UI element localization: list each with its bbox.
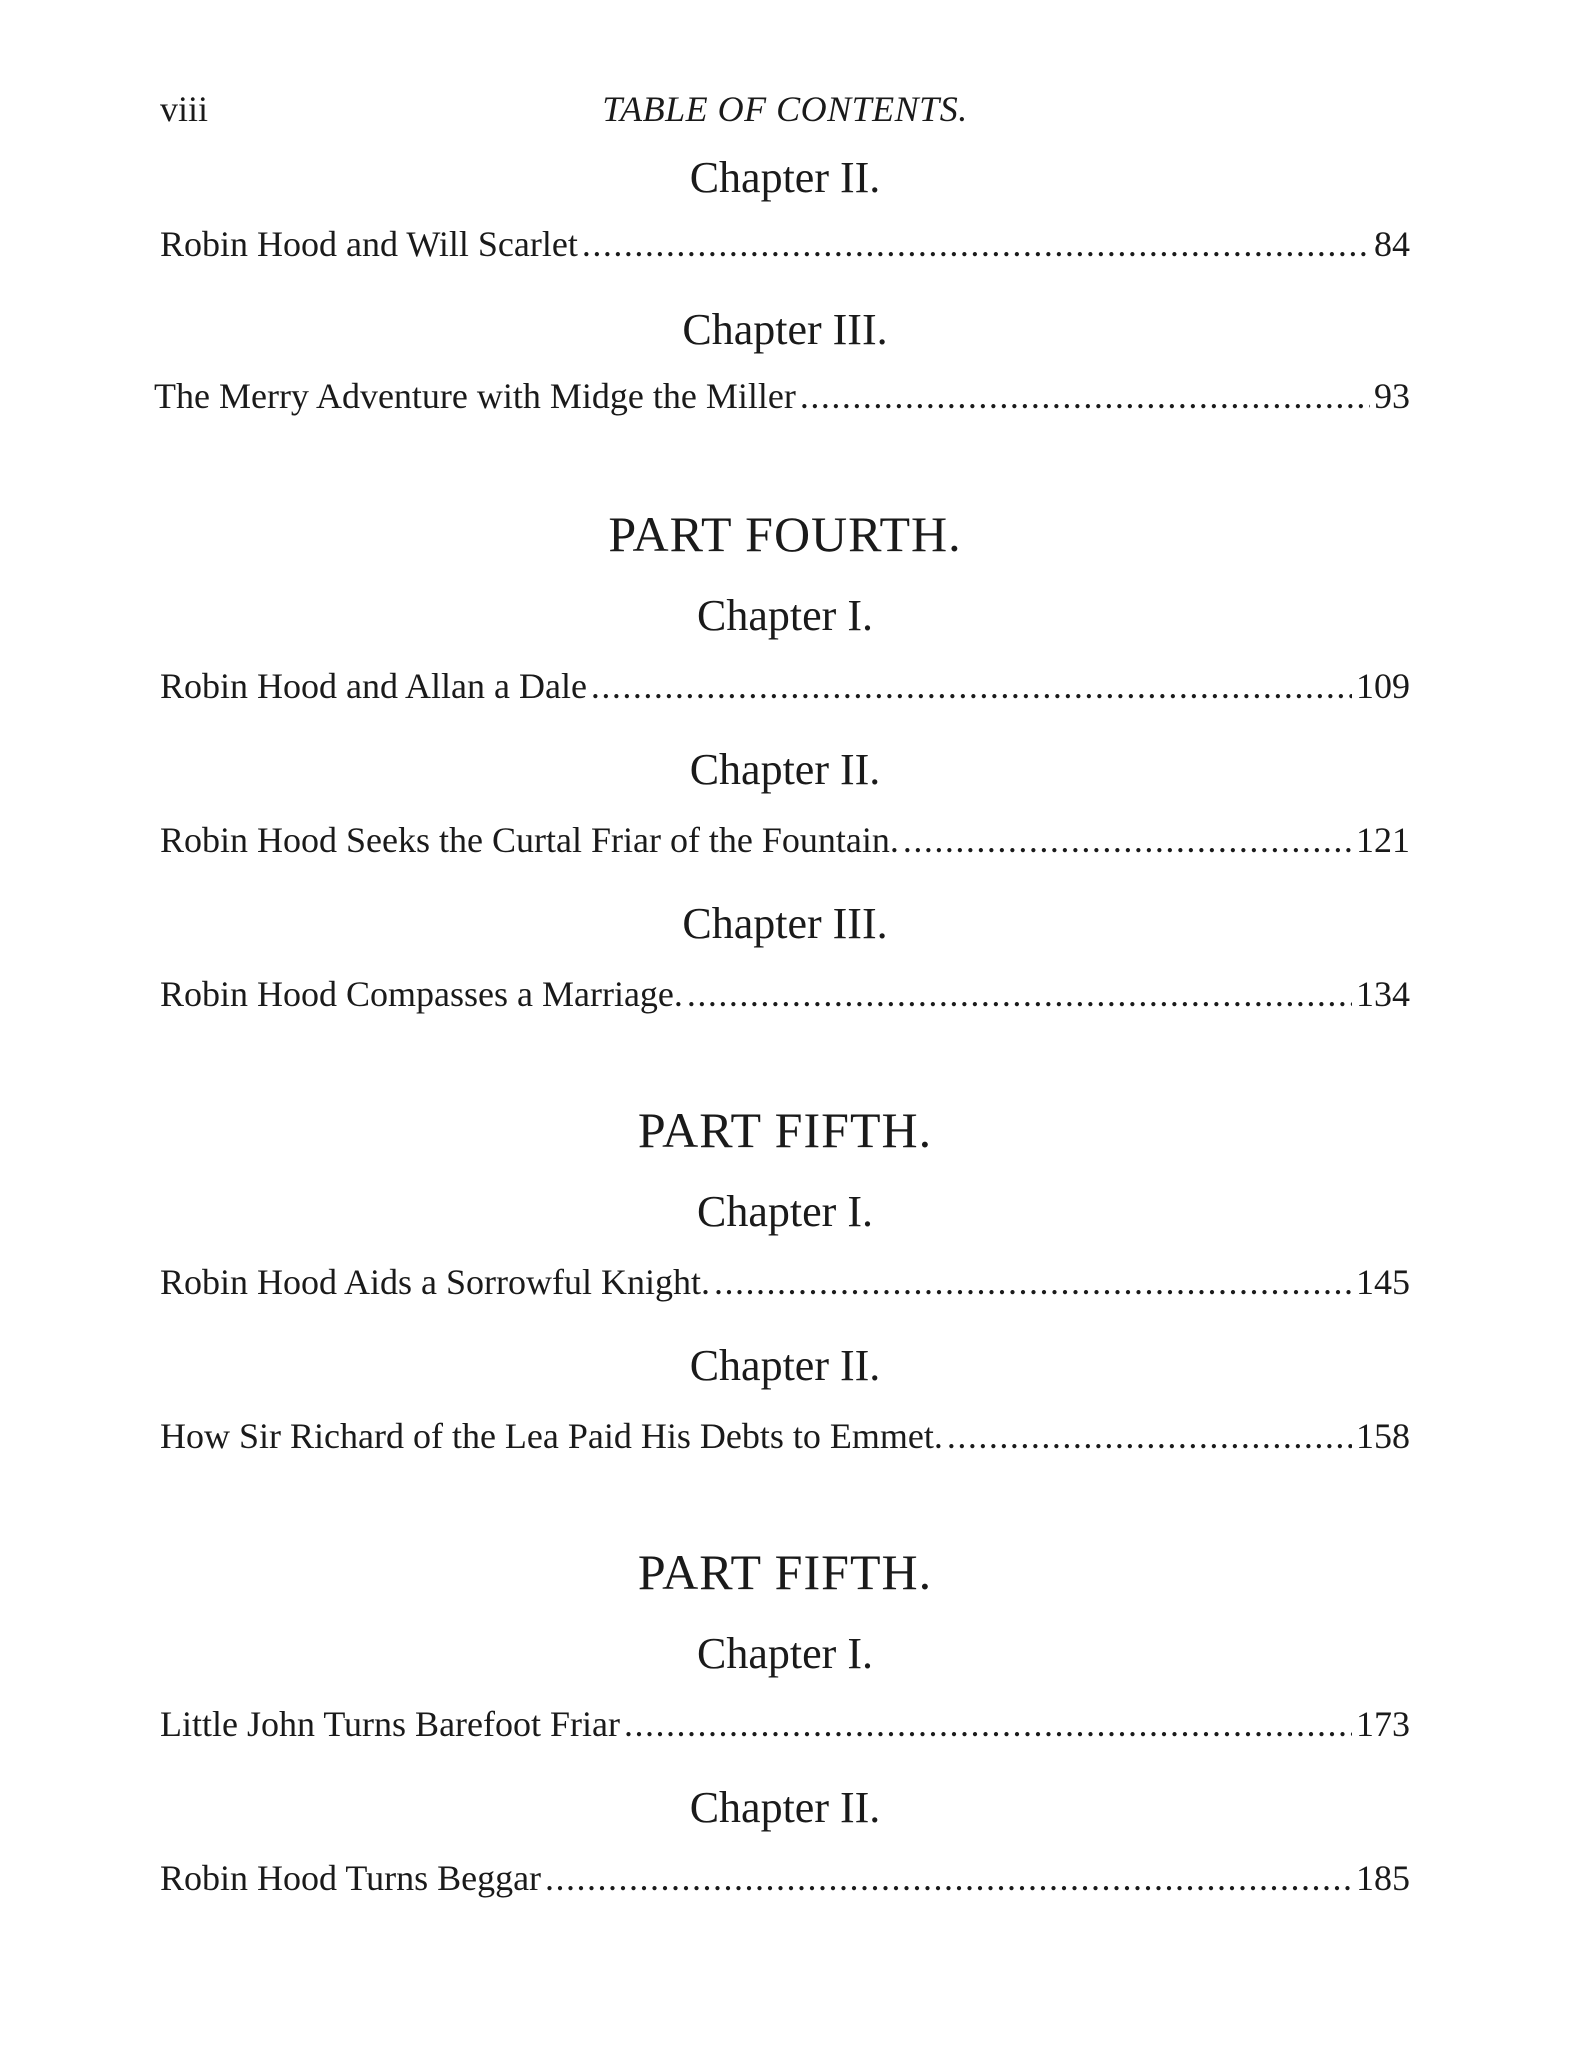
toc-entry[interactable] [160, 1256, 1410, 1308]
chapter-heading: Chapter II. [689, 745, 881, 794]
chapter-heading: Chapter II. [689, 1341, 881, 1390]
chapter-heading: Chapter I. [697, 1187, 873, 1236]
dot-leader [591, 660, 1352, 712]
dot-leader [714, 1256, 1352, 1308]
running-head [160, 84, 1410, 134]
toc-entry[interactable] [160, 218, 1410, 270]
toc-entry[interactable] [160, 814, 1410, 866]
chapter-heading: Chapter I. [697, 1629, 873, 1678]
entry-page-number: 173 [1356, 1704, 1410, 1744]
part-heading: PART FIFTH. [637, 1544, 933, 1600]
entry-page-number: 185 [1356, 1858, 1410, 1898]
toc-entry[interactable] [160, 1852, 1410, 1904]
entry-page-number: 93 [1374, 376, 1410, 416]
dot-leader [624, 1698, 1352, 1750]
dot-leader [903, 814, 1352, 866]
entry-title: Robin Hood and Allan a Dale [160, 666, 587, 706]
entry-title: Robin Hood Aids a Sorrowful Knight. [160, 1262, 711, 1302]
dot-leader [545, 1852, 1352, 1904]
entry-title: Little John Turns Barefoot Friar [160, 1704, 620, 1744]
entry-page-number: 121 [1356, 820, 1410, 860]
entry-page-number: 84 [1374, 224, 1410, 264]
chapter-heading: Chapter III. [682, 305, 888, 354]
chapter-heading: Chapter III. [682, 899, 888, 948]
entry-title: Robin Hood Seeks the Curtal Friar of the Fountain. [160, 820, 899, 860]
part-heading: PART FOURTH. [608, 506, 962, 562]
toc-entry[interactable] [160, 968, 1410, 1020]
chapter-heading: Chapter II. [689, 1783, 881, 1832]
entry-title: Robin Hood Turns Beggar [160, 1858, 542, 1898]
toc-entry[interactable] [154, 370, 1410, 422]
chapter-heading: Chapter II. [689, 153, 881, 202]
toc-entry[interactable] [160, 1410, 1410, 1462]
page-folio: viii [160, 89, 209, 129]
dot-leader [687, 968, 1352, 1020]
dot-leader [582, 218, 1370, 270]
entry-page-number: 158 [1356, 1416, 1410, 1456]
entry-title: Robin Hood and Will Scarlet [160, 224, 578, 264]
dot-leader [947, 1410, 1352, 1462]
toc-entry[interactable] [160, 660, 1410, 712]
dot-leader [800, 370, 1370, 422]
entry-title: The Merry Adventure with Midge the Miller [154, 376, 796, 416]
running-title: TABLE OF CONTENTS. [602, 89, 968, 129]
entry-title: How Sir Richard of the Lea Paid His Debts to Emmet. [160, 1416, 943, 1456]
chapter-heading: Chapter I. [697, 591, 873, 640]
entry-page-number: 134 [1356, 974, 1410, 1014]
part-heading: PART FIFTH. [637, 1102, 933, 1158]
entry-title: Robin Hood Compasses a Marriage. [160, 974, 683, 1014]
toc-entry[interactable] [160, 1698, 1410, 1750]
entry-page-number: 145 [1356, 1262, 1410, 1302]
entry-page-number: 109 [1356, 666, 1410, 706]
